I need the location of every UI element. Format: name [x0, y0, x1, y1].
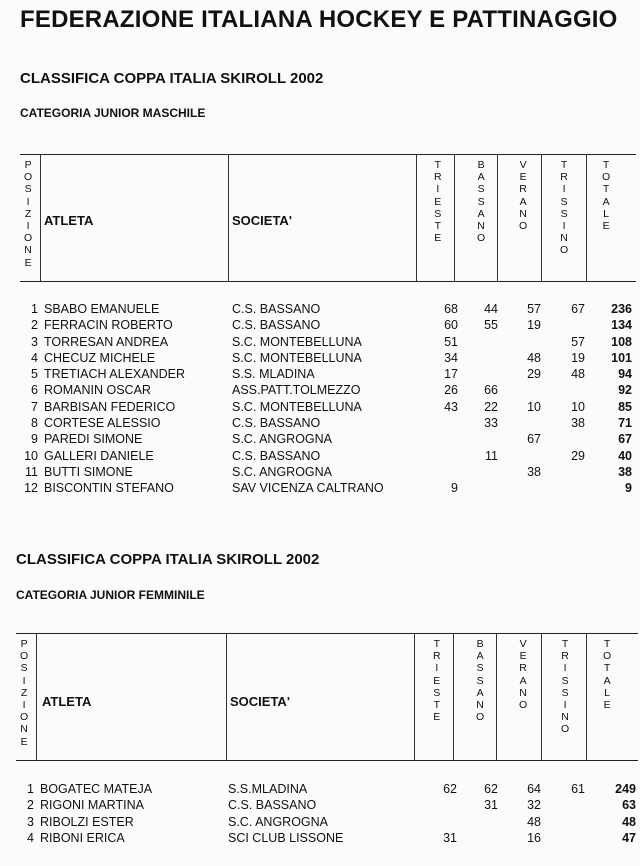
trissino-points: 57 [571, 334, 585, 349]
header-letter: O [477, 232, 486, 245]
club-name: ASS.PATT.TOLMEZZO [232, 383, 361, 398]
bassano-points: 55 [484, 318, 498, 333]
header-letter: S [560, 195, 568, 208]
divider [586, 155, 587, 281]
header-letter: V [519, 638, 527, 650]
header-letter: T [602, 159, 610, 171]
header-letter: O [603, 650, 612, 663]
header-letter: S [476, 674, 484, 687]
club-name: S.C. MONTEBELLUNA [232, 334, 362, 349]
header-letter: I [26, 195, 30, 208]
trissino-points: 38 [571, 416, 585, 431]
athlete-name: BARBISAN FEDERICO [44, 399, 176, 414]
total-points: 71 [618, 416, 632, 431]
header-verano [519, 638, 527, 711]
position-cell: 4 [31, 350, 38, 365]
header-letter: A [603, 674, 611, 687]
section-title-maschile: CLASSIFICA COPPA ITALIA SKIROLL 2002 [20, 70, 324, 87]
header-letter: P [20, 638, 28, 650]
divider [541, 634, 542, 760]
total-points: 236 [611, 302, 632, 316]
header-letter: N [476, 699, 484, 712]
divider [414, 634, 415, 760]
header-letter: O [24, 232, 33, 245]
bassano-points: 22 [484, 399, 498, 414]
club-name: C.S. BASSANO [232, 318, 321, 333]
total-points: 94 [618, 367, 632, 382]
header-societa: SOCIETA' [230, 694, 290, 709]
table-header-femminile [16, 633, 638, 761]
athlete-name: SBABO EMANUELE [44, 302, 160, 316]
athlete-name: TRETIACH ALEXANDER [44, 367, 186, 382]
trieste-points: 26 [444, 383, 458, 398]
club-name: C.S. BASSANO [232, 416, 321, 431]
header-letter: I [563, 662, 567, 675]
header-letter: S [477, 195, 485, 208]
athlete-name: CHECUZ MICHELE [44, 350, 156, 365]
total-points: 40 [618, 448, 632, 463]
header-letter: I [563, 699, 567, 712]
header-letter: T [434, 220, 441, 233]
header-letter: T [433, 638, 440, 650]
verano-points: 48 [527, 350, 541, 365]
header-letter: R [519, 183, 527, 196]
total-points: 67 [618, 432, 632, 447]
trissino-points: 10 [571, 399, 585, 414]
header-trissino [561, 638, 569, 736]
header-letter: E [433, 674, 441, 687]
table-row [20, 415, 636, 431]
header-letter: N [519, 207, 527, 220]
header-letter: T [603, 638, 611, 650]
ranking-list-maschile [20, 301, 636, 497]
position-cell: 7 [31, 399, 38, 414]
divider [40, 155, 41, 281]
trissino-points: 61 [571, 782, 585, 796]
header-letter: I [26, 220, 30, 233]
header-letter: O [476, 711, 485, 724]
club-name: SAV VICENZA CALTRANO [232, 481, 384, 496]
header-societa: SOCIETA' [232, 213, 292, 228]
verano-points: 32 [527, 798, 541, 813]
header-letter: R [561, 650, 569, 663]
header-posizione [24, 159, 32, 269]
header-atleta: ATLETA [42, 694, 92, 709]
position-cell: 2 [27, 798, 34, 813]
athlete-name: GALLERI DANIELE [44, 448, 154, 463]
divider [586, 634, 587, 760]
total-points: 85 [618, 399, 632, 414]
bassano-points: 31 [484, 798, 498, 813]
bassano-points: 66 [484, 383, 498, 398]
divider [453, 634, 454, 760]
trieste-points: 43 [444, 399, 458, 414]
table-row [20, 448, 636, 464]
header-letter: T [434, 159, 441, 171]
trieste-points: 62 [443, 782, 457, 796]
club-name: S.C. MONTEBELLUNA [232, 399, 362, 414]
position-cell: 1 [31, 302, 38, 316]
header-totale [603, 638, 611, 711]
total-points: 249 [615, 782, 636, 796]
trieste-points: 17 [444, 367, 458, 382]
verano-points: 19 [527, 318, 541, 333]
divider [416, 155, 417, 281]
category-femminile: CATEGORIA JUNIOR FEMMINILE [16, 588, 205, 602]
section-title-femminile: CLASSIFICA COPPA ITALIA SKIROLL 2002 [16, 551, 320, 568]
verano-points: 10 [527, 399, 541, 414]
trissino-points: 48 [571, 367, 585, 382]
header-letter: O [602, 171, 611, 184]
athlete-name: ROMANIN OSCAR [44, 383, 151, 398]
header-letter: S [561, 686, 569, 699]
header-totale [602, 159, 610, 232]
table-row [20, 480, 636, 496]
total-points: 108 [611, 334, 632, 349]
header-letter: A [476, 650, 484, 663]
total-points: 134 [611, 318, 632, 333]
position-cell: 10 [24, 448, 38, 463]
header-letter: N [519, 686, 527, 699]
header-letter: A [602, 195, 610, 208]
table-row [20, 301, 636, 317]
header-letter: T [603, 662, 611, 675]
header-trieste [434, 159, 442, 244]
total-points: 101 [611, 350, 632, 365]
club-name: C.S. BASSANO [232, 302, 321, 316]
ranking-list-femminile [16, 781, 638, 846]
total-points: 63 [622, 798, 636, 813]
divider [454, 155, 455, 281]
table-header-maschile [20, 154, 636, 282]
header-letter: O [560, 244, 569, 257]
position-cell: 3 [31, 334, 38, 349]
header-atleta: ATLETA [44, 213, 94, 228]
table-row [20, 366, 636, 382]
header-posizione [20, 638, 28, 748]
bassano-points: 62 [484, 782, 498, 796]
athlete-name: CORTESE ALESSIO [44, 416, 161, 431]
header-letter: V [519, 159, 527, 171]
trieste-points: 31 [443, 830, 457, 845]
athlete-name: RIGONI MARTINA [40, 798, 144, 813]
header-letter: S [434, 207, 442, 220]
table-row [16, 781, 638, 797]
header-letter: T [433, 699, 440, 712]
club-name: S.S.MLADINA [228, 782, 308, 796]
header-letter: L [604, 686, 610, 699]
header-letter: S [433, 686, 441, 699]
club-name: S.S. MLADINA [232, 367, 315, 382]
athlete-name: RIBONI ERICA [40, 830, 125, 845]
trieste-points: 60 [444, 318, 458, 333]
position-cell: 2 [31, 318, 38, 333]
verano-points: 57 [527, 302, 541, 316]
header-letter: L [603, 207, 609, 220]
total-points: 47 [622, 830, 636, 845]
header-letter: N [24, 244, 32, 257]
header-letter: A [477, 207, 485, 220]
header-letter: S [24, 183, 32, 196]
header-letter: R [433, 650, 441, 663]
divider [36, 634, 37, 760]
verano-points: 48 [527, 814, 541, 829]
position-cell: 1 [27, 782, 34, 796]
table-row [20, 317, 636, 333]
position-cell: 6 [31, 383, 38, 398]
header-letter: A [477, 171, 485, 184]
header-letter: T [561, 638, 569, 650]
header-letter: I [435, 662, 439, 675]
verano-points: 16 [527, 830, 541, 845]
verano-points: 67 [527, 432, 541, 447]
divider [496, 634, 497, 760]
header-letter: Z [24, 207, 32, 220]
header-letter: N [477, 220, 485, 233]
divider [228, 155, 229, 281]
header-letter: R [560, 171, 568, 184]
club-name: S.C. ANGROGNA [232, 432, 333, 447]
header-letter: B [476, 638, 484, 650]
header-letter: I [562, 183, 566, 196]
header-letter: O [24, 171, 33, 184]
header-verano [519, 159, 527, 232]
club-name: S.C. ANGROGNA [228, 814, 329, 829]
trieste-points: 51 [444, 334, 458, 349]
header-trieste [433, 638, 441, 723]
header-letter: S [20, 662, 28, 675]
athlete-name: BUTTI SIMONE [44, 464, 133, 479]
club-name: SCI CLUB LISSONE [228, 830, 344, 845]
table-row [20, 334, 636, 350]
divider [226, 634, 227, 760]
total-points: 48 [622, 814, 636, 829]
header-letter: E [603, 699, 611, 712]
club-name: C.S. BASSANO [228, 798, 317, 813]
header-letter: N [560, 232, 568, 245]
table-row [20, 350, 636, 366]
total-points: 9 [625, 481, 632, 496]
header-letter: P [24, 159, 32, 171]
table-row [16, 830, 638, 846]
header-letter: T [602, 183, 610, 196]
header-letter: N [561, 711, 569, 724]
table-row [20, 382, 636, 398]
position-cell: 4 [27, 830, 34, 845]
header-letter: A [519, 195, 527, 208]
position-cell: 12 [24, 481, 38, 496]
trieste-points: 9 [451, 481, 458, 496]
header-letter: E [602, 220, 610, 233]
club-name: C.S. BASSANO [232, 448, 321, 463]
verano-points: 38 [527, 464, 541, 479]
header-letter: S [561, 674, 569, 687]
table-row [20, 431, 636, 447]
header-letter: S [477, 183, 485, 196]
category-maschile: CATEGORIA JUNIOR MASCHILE [20, 106, 206, 120]
verano-points: 64 [527, 782, 541, 796]
trissino-points: 19 [571, 350, 585, 365]
trissino-points: 67 [571, 302, 585, 316]
header-trissino [560, 159, 568, 257]
header-letter: O [519, 220, 528, 233]
total-points: 92 [618, 383, 632, 398]
table-row [16, 797, 638, 813]
bassano-points: 44 [484, 302, 498, 316]
total-points: 38 [618, 464, 632, 479]
trissino-points: 29 [571, 448, 585, 463]
table-row [20, 464, 636, 480]
header-letter: I [562, 220, 566, 233]
table-row [16, 814, 638, 830]
header-letter: N [20, 723, 28, 736]
header-bassano [477, 159, 485, 244]
athlete-name: BISCONTIN STEFANO [44, 481, 174, 496]
header-letter: O [20, 711, 29, 724]
header-letter: A [519, 674, 527, 687]
header-letter: I [22, 674, 26, 687]
header-letter: T [560, 159, 568, 171]
trieste-points: 34 [444, 350, 458, 365]
trieste-points: 68 [444, 302, 458, 316]
divider [541, 155, 542, 281]
header-letter: E [519, 650, 527, 663]
divider [497, 155, 498, 281]
header-letter: S [560, 207, 568, 220]
bassano-points: 11 [485, 448, 498, 463]
position-cell: 5 [31, 367, 38, 382]
club-name: S.C. MONTEBELLUNA [232, 350, 362, 365]
header-letter: E [434, 195, 442, 208]
header-letter: I [436, 183, 440, 196]
athlete-name: TORRESAN ANDREA [44, 334, 169, 349]
verano-points: 29 [527, 367, 541, 382]
header-letter: O [561, 723, 570, 736]
header-letter: Z [20, 686, 28, 699]
header-letter: E [434, 232, 442, 245]
header-letter: R [519, 662, 527, 675]
header-letter: R [434, 171, 442, 184]
page-title: FEDERAZIONE ITALIANA HOCKEY E PATTINAGGIO [20, 6, 618, 33]
position-cell: 3 [27, 814, 34, 829]
athlete-name: FERRACIN ROBERTO [44, 318, 173, 333]
club-name: S.C. ANGROGNA [232, 464, 333, 479]
header-letter: E [20, 735, 28, 748]
position-cell: 11 [25, 464, 38, 479]
header-letter: B [477, 159, 485, 171]
header-letter: S [476, 662, 484, 675]
table-row [20, 399, 636, 415]
header-letter: E [24, 256, 32, 269]
header-bassano [476, 638, 484, 723]
header-letter: A [476, 686, 484, 699]
athlete-name: RIBOLZI ESTER [40, 814, 134, 829]
athlete-name: PAREDI SIMONE [44, 432, 143, 447]
header-letter: E [519, 171, 527, 184]
header-letter: E [433, 711, 441, 724]
bassano-points: 33 [484, 416, 498, 431]
athlete-name: BOGATEC MATEJA [40, 782, 153, 796]
header-letter: O [20, 650, 29, 663]
position-cell: 9 [31, 432, 38, 447]
header-letter: O [519, 699, 528, 712]
position-cell: 8 [31, 416, 38, 431]
header-letter: I [22, 699, 26, 712]
